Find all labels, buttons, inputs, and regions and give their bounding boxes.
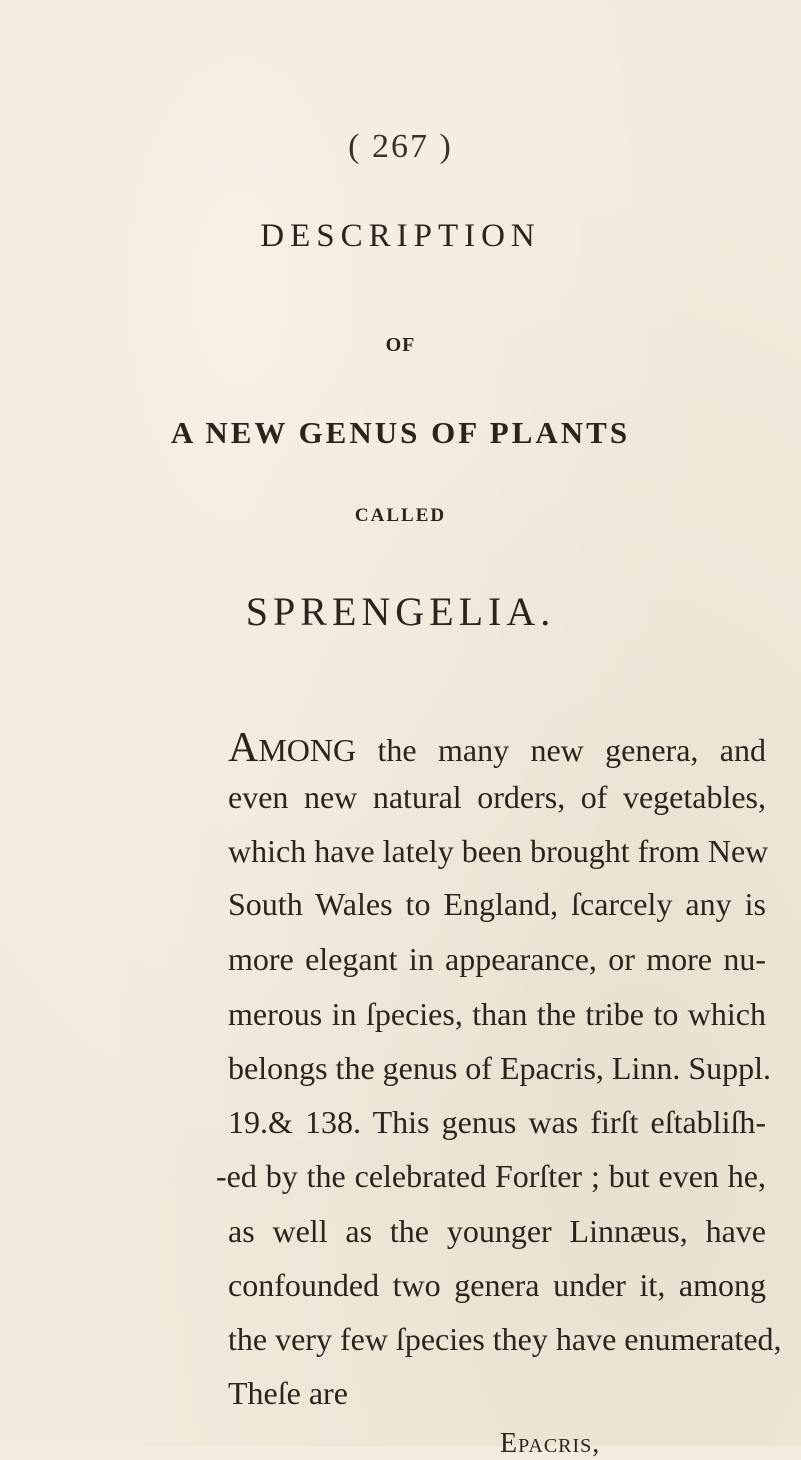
title-connector: OF: [385, 334, 416, 356]
body-line-13: Theſe are: [228, 1375, 348, 1411]
body-line-10: as well as the younger Linnæus, have: [228, 1213, 766, 1249]
body-line-8: 19.& 138. This genus was firſt eſtabliſh-: [228, 1104, 766, 1140]
called-label: CALLED: [354, 505, 447, 526]
body-line-12: the very few ſpecies they have enumerated,: [228, 1321, 782, 1357]
body-line-11: confounded two genera under it, among: [228, 1267, 766, 1303]
page-number: ( 267 ): [348, 128, 453, 165]
line-1-text: the many new genera, and: [356, 732, 766, 768]
body-line-5: more elegant in appearance, or more nu-: [228, 941, 766, 977]
page-title: DESCRIPTION: [260, 218, 541, 254]
drop-cap: A: [228, 725, 259, 771]
catchword: Epacris,: [500, 1428, 601, 1459]
body-line-4: South Wales to England, ſcarcely any is: [228, 886, 766, 922]
body-line-1: [228, 727, 766, 769]
subtitle: A NEW GENUS OF PLANTS: [170, 415, 631, 450]
genus-name: SPRENGELIA.: [245, 589, 556, 634]
body-line-2: even new natural orders, of vegetables,: [228, 779, 766, 815]
body-line-9: -ed by the celebrated Forſter ; but even he,: [216, 1158, 766, 1194]
body-line-7: belongs the genus of Epacris, Linn. Suppl.: [228, 1050, 772, 1086]
body-line-6: merous in ſpecies, than the tribe to which: [228, 996, 766, 1032]
body-line-3: which have lately been brought from New: [228, 833, 769, 869]
first-word-rest: MONG: [258, 732, 357, 768]
